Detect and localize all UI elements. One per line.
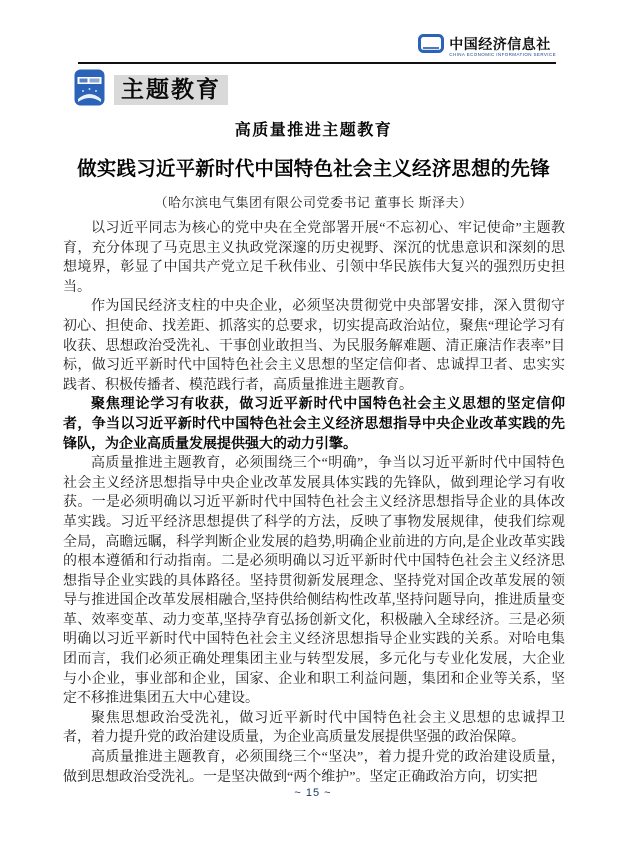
article-title: 高质量推进主题教育 bbox=[234, 122, 393, 139]
body-paragraph: 高质量推进主题教育，必须围绕三个“明确”，争当以习近平新时代中国特色社会主义经济思想指导中央企业改革发展具体实践的先锋队，做到理论学习有收获。一是必须明确以习近平新时代中国特色社会主义经济思想指导企业的具体改革实践。习近平经济思想提供了科学的方法，反映了事物发展规律，使我们综观全局，高瞻远瞩，科学判断企业发展的趋势,明确企业前进的方向,是企业改革实践的根本遵循和行动指南。二是必须明确以习近平新时代中国特色社会主义经济思想指导企业实践的具体路径。坚持贯彻新发展理念、坚持党对国企改革发展的领导与推进国企改革发展相融合,坚持供给侧结构性改革,坚持问题导向，推进质量变革、效率变革、动力变革,坚持孕育弘扬创新文化，积极融入全球经济。三是必须明确以习近平新时代中国特色社会主义经济思想指导企业实践的关系。对哈电集团而言，我们必须正确处理集团主业与转型发展，多元化与专业化发展，大企业与小企业，事业部和企业，国家、企业和职工利益问题，集团和企业等关系，坚定不移推进集团五大中心建设。 bbox=[63, 456, 565, 707]
page-number: ~ 15 ~ bbox=[294, 787, 332, 799]
publisher-subtext: CHINA ECONOMIC INFORMATION SERVICE bbox=[449, 51, 556, 57]
publisher-name: 中国经济信息社 bbox=[449, 36, 551, 52]
article-body bbox=[63, 219, 565, 787]
body-paragraph: 作为国民经济支柱的中央企业，必须坚决贯彻党中央部署安排，深入贯彻守初心、担使命、找差距、抓落实的总要求，切实提高政治站位，聚焦“理论学习有收获、思想政治受洗礼、干事创业敢担当、为民服务解难题、清正廉洁作表率”目标，做习近平新时代中国特色社会主义思想的坚定信仰者、忠诚捍卫者、忠实实践者、积极传播者、模范践行者，高质量推进主题教育。 bbox=[63, 299, 565, 393]
topic-education-app-icon bbox=[74, 69, 105, 111]
section-badge bbox=[74, 69, 228, 111]
publisher-logo bbox=[418, 34, 556, 60]
article-subtitle: 做实践习近平新时代中国特色社会主义经济思想的先锋 bbox=[77, 158, 550, 180]
page-header bbox=[78, 34, 556, 64]
body-paragraph: 高质量推进主题教育，必须围绕三个“坚决”，着力提升党的政治建设质量，做到思想政治受洗礼。一是坚决做到“两个维护”。坚定正确政治方向，切实把 bbox=[63, 750, 565, 785]
body-paragraph-emphasis: 聚焦理论学习有收获，做习近平新时代中国特色社会主义思想的坚定信仰者，争当以习近平新时代中国特色社会主义经济思想指导中央企业改革实践的先锋队，为企业高质量发展提供强大的动力引擎。 bbox=[63, 397, 565, 452]
article-byline: （哈尔滨电气集团有限公司党委书记 董事长 斯泽夫） bbox=[154, 195, 473, 210]
body-paragraph: 聚焦思想政治受洗礼，做习近平新时代中国特色社会主义思想的忠诚捍卫者，着力提升党的政治建设质量，为企业高质量发展提供坚强的政治保障。 bbox=[63, 710, 565, 746]
body-paragraph: 以习近平同志为核心的党中央在全党部署开展“不忘初心、牢记使命”主题教育，充分体现了马克思主义执政党深邃的历史视野、深沉的忧患意识和深刻的思想境界，彰显了中国共产党立足千秋伟业、引领中华民族伟大复兴的强烈历史担当。 bbox=[63, 221, 565, 295]
section-badge-label: 主题教育 bbox=[114, 75, 228, 104]
article-header bbox=[63, 117, 564, 211]
cei-logo-icon bbox=[418, 34, 444, 60]
